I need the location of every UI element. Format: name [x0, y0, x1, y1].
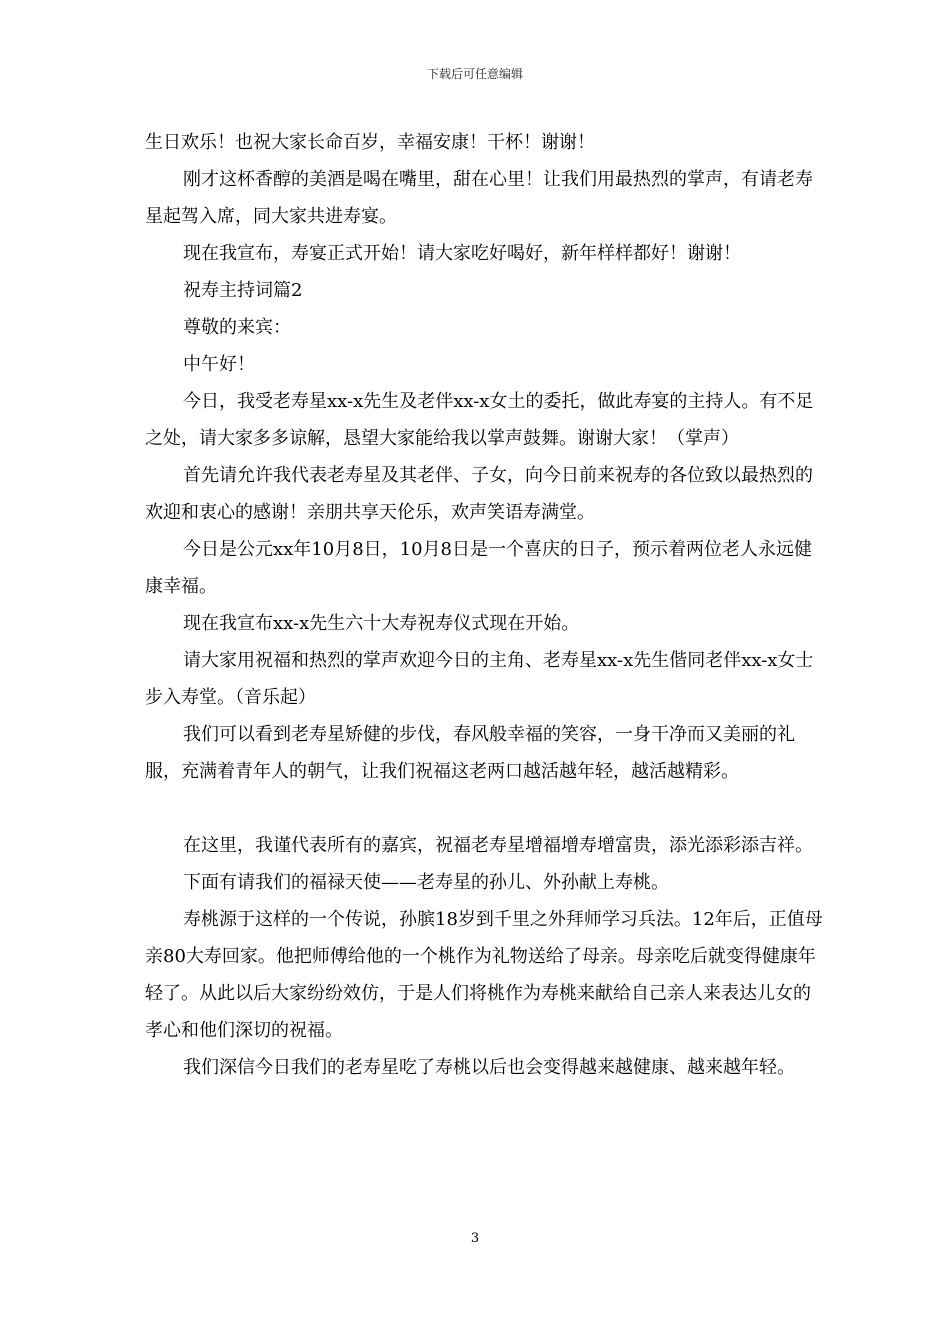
paragraph-10: 现在我宣布xx-x先生六十大寿祝寿仪式现在开始。 — [183, 613, 580, 634]
document-body — [145, 124, 825, 1086]
paragraph-12: 我们可以看到老寿星矫健的步伐，春风般幸福的笑容，一身干净而又美丽的礼服，充满着青年人的朝气，让我们祝福这老两口越活越年轻，越活越精彩。 — [145, 724, 795, 782]
greeting: 中午好！ — [183, 354, 255, 375]
paragraph-1: 生日欢乐！也祝大家长命百岁，幸福安康！干杯！谢谢！ — [145, 132, 595, 153]
paragraph-9: 今日是公元xx年10月8日，10月8日是一个喜庆的日子，预示着两位老人永远健康幸福。 — [145, 539, 813, 597]
paragraph-11: 请大家用祝福和热烈的掌声欢迎今日的主角、老寿星xx-x先生偕同老伴xx-x女士步入寿堂。（音乐起） — [145, 650, 814, 708]
blank-line — [145, 790, 825, 827]
paragraph-15: 下面有请我们的福禄天使——老寿星的孙儿、外孙献上寿桃。 — [183, 872, 669, 893]
paragraph-17: 我们深信今日我们的老寿星吃了寿桃以后也会变得越来越健康、越来越年轻。 — [183, 1057, 795, 1078]
paragraph-3: 现在我宣布，寿宴正式开始！请大家吃好喝好，新年样样都好！谢谢！ — [183, 243, 741, 264]
section-heading: 祝寿主持词篇2 — [183, 280, 303, 301]
salutation: 尊敬的来宾： — [183, 317, 291, 338]
paragraph-2: 刚才这杯香醇的美酒是喝在嘴里，甜在心里！让我们用最热烈的掌声，有请老寿星起驾入席，同大家共进寿宴。 — [145, 169, 813, 227]
paragraph-14: 在这里，我谨代表所有的嘉宾，祝福老寿星增福增寿增富贵，添光添彩添吉祥。 — [183, 835, 813, 856]
page-header: 下载后可任意编辑 — [426, 67, 523, 81]
paragraph-16: 寿桃源于这样的一个传说，孙膑18岁到千里之外拜师学习兵法。12年后，正值母亲80大寿回家。他把师傅给他的一个桃作为礼物送给了母亲。母亲吃后就变得健康年轻了。从此以后大家纷纷效仿，于是人们将桃作为寿桃来献给自己亲人来表达儿女的孝心和他们深切的祝福。 — [145, 909, 823, 1041]
paragraph-8: 首先请允许我代表老寿星及其老伴、子女，向今日前来祝寿的各位致以最热烈的欢迎和衷心的感谢！亲朋共享天伦乐，欢声笑语寿满堂。 — [145, 465, 813, 523]
page-number: 3 — [470, 1231, 480, 1246]
paragraph-7: 今日，我受老寿星xx-x先生及老伴xx-x女土的委托，做此寿宴的主持人。有不足之处，请大家多多谅解，恳望大家能给我以掌声鼓舞。谢谢大家！（掌声） — [145, 391, 814, 449]
